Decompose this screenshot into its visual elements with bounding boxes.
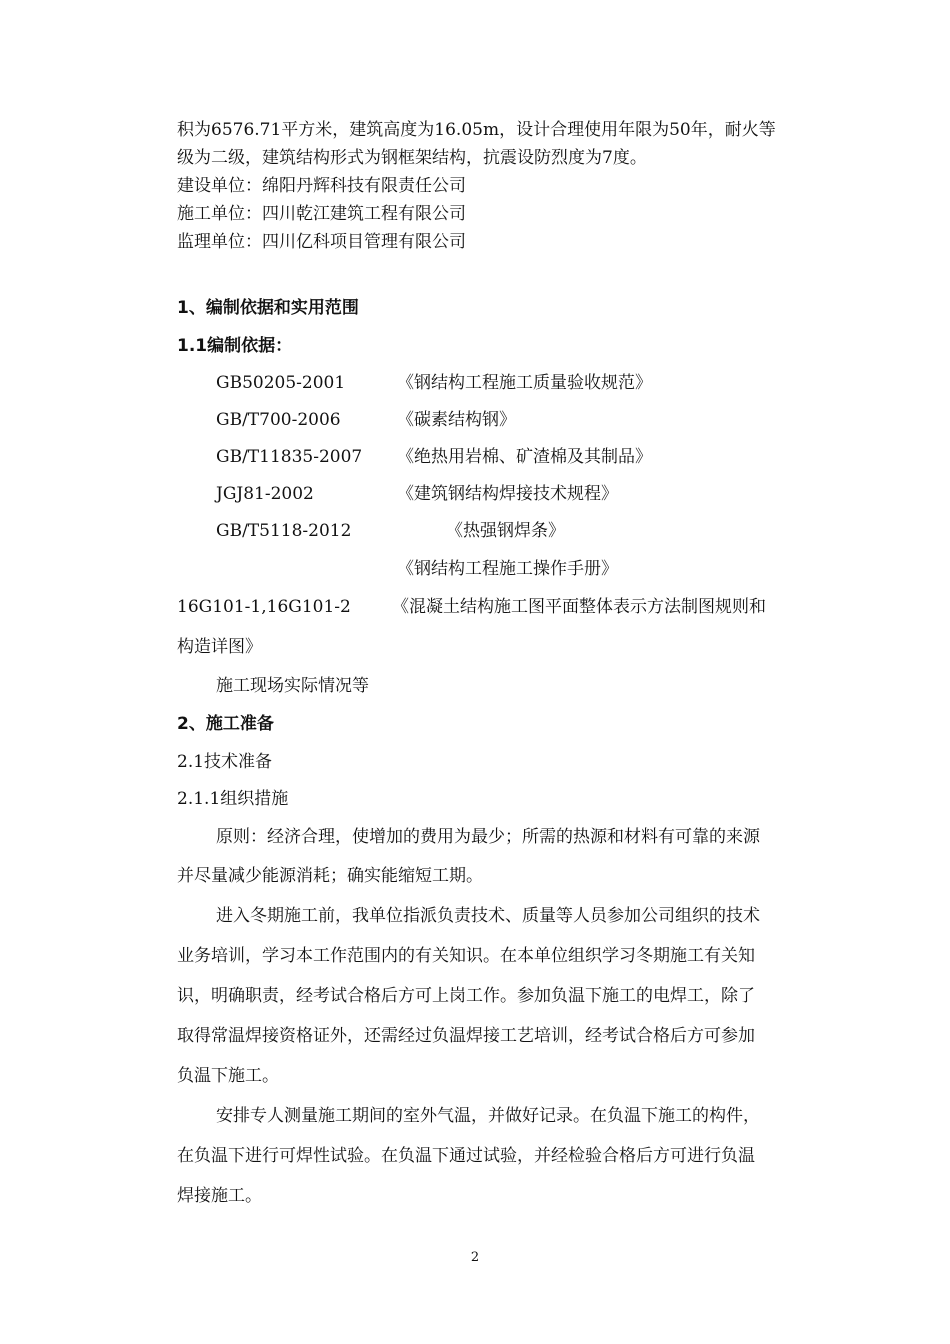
standard-title: 《钢结构工程施工操作手册》 <box>397 559 618 579</box>
standard-code: GB/T700-2006 <box>216 410 341 430</box>
paragraph-line: 进入冬期施工前，我单位指派负责技术、质量等人员参加公司组织的技术 <box>216 906 760 926</box>
standard-title: 《碳素结构钢》 <box>397 410 516 430</box>
paragraph-line: 在负温下进行可焊性试验。在负温下通过试验，并经检验合格后方可进行负温 <box>177 1146 755 1166</box>
standard-code: GB50205-2001 <box>216 373 346 393</box>
intro-text-line: 积为6576.71平方米，建筑高度为16.05m，设计合理使用年限为50年，耐火等 <box>177 120 776 140</box>
page-number: 2 <box>470 1250 480 1265</box>
standard-code: GB/T11835-2007 <box>216 447 363 467</box>
paragraph-line: 安排专人测量施工期间的室外气温，并做好记录。在负温下施工的构件， <box>216 1106 760 1126</box>
standard-title: 《绝热用岩棉、矿渣棉及其制品》 <box>397 447 652 467</box>
subsection-heading: 2.1技术准备 <box>177 752 273 772</box>
intro-text-line: 级为二级，建筑结构形式为钢框架结构，抗震设防烈度为7度。 <box>177 148 647 168</box>
paragraph-line: 识，明确职责，经考试合格后方可上岗工作。参加负温下施工的电焊工，除了 <box>177 986 755 1006</box>
contractor-unit: 施工单位：四川乾江建筑工程有限公司 <box>177 204 466 224</box>
standard-title: 《混凝土结构施工图平面整体表示方法制图规则和 <box>392 597 766 617</box>
standard-title: 《热强钢焊条》 <box>446 521 565 541</box>
paragraph-line: 负温下施工。 <box>177 1066 279 1086</box>
builder-unit: 建设单位：绵阳丹辉科技有限责任公司 <box>177 176 466 196</box>
standard-title: 《钢结构工程施工质量验收规范》 <box>397 373 652 393</box>
paragraph-line: 取得常温焊接资格证外，还需经过负温焊接工艺培训，经考试合格后方可参加 <box>177 1026 755 1046</box>
standard-title: 《建筑钢结构焊接技术规程》 <box>397 484 618 504</box>
standard-code: 16G101-1,16G101-2 <box>177 597 351 617</box>
paragraph-line: 焊接施工。 <box>177 1186 262 1206</box>
standard-code: GB/T5118-2012 <box>216 521 352 541</box>
standard-title-continuation: 构造详图》 <box>177 637 262 657</box>
paragraph-line: 并尽量减少能源消耗；确实能缩短工期。 <box>177 866 483 886</box>
standard-code: JGJ81-2002 <box>216 484 314 504</box>
site-note: 施工现场实际情况等 <box>216 676 369 696</box>
subsubsection-heading: 2.1.1组织措施 <box>177 789 289 809</box>
section-heading: 2、施工准备 <box>177 714 274 734</box>
subsection-heading: 1.1编制依据： <box>177 336 293 356</box>
paragraph-line: 业务培训，学习本工作范围内的有关知识。在本单位组织学习冬期施工有关知 <box>177 946 755 966</box>
section-heading: 1、编制依据和实用范围 <box>177 298 359 318</box>
supervisor-unit: 监理单位：四川亿科项目管理有限公司 <box>177 232 466 252</box>
paragraph-line: 原则：经济合理，使增加的费用为最少；所需的热源和材料有可靠的来源 <box>216 827 760 847</box>
